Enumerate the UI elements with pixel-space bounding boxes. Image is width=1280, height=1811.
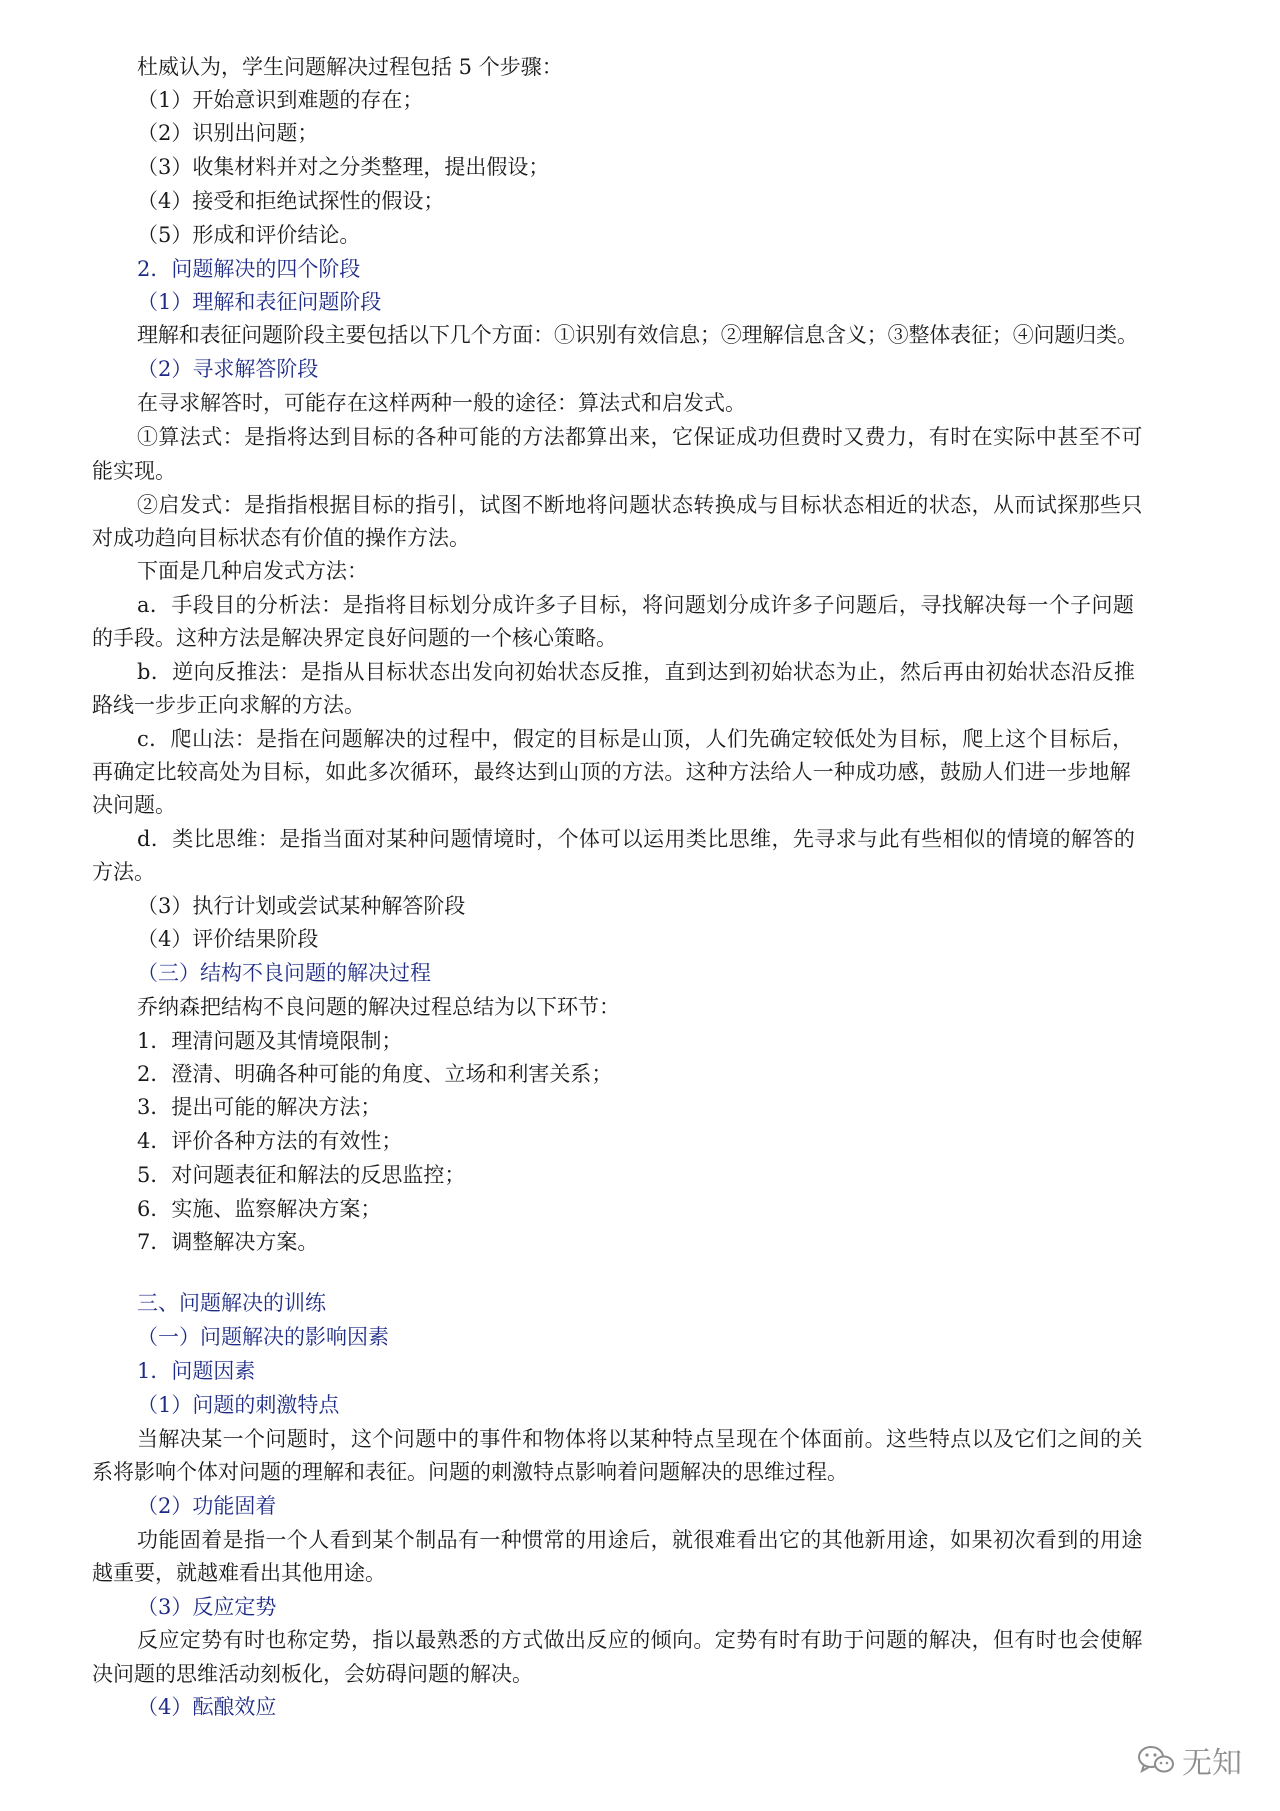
- section-heading: （一）问题解决的影响因素: [137, 1325, 389, 1349]
- text-line: （2）识别出问题；: [137, 121, 319, 145]
- text-line: 乔纳森把结构不良问题的解决过程总结为以下环节：: [137, 995, 620, 1019]
- text-line: 下面是几种启发式方法：: [137, 559, 368, 583]
- text-line: 在寻求解答时，可能存在这样两种一般的途径：算法式和启发式。: [137, 391, 746, 415]
- watermark: [1136, 1738, 1242, 1782]
- text-line: 杜威认为，学生问题解决过程包括 5 个步骤：: [137, 55, 563, 79]
- text-line: 当解决某一个问题时，这个问题中的事件和物体将以某种特点呈现在个体面前。这些特点以及它们之间的关: [137, 1427, 1143, 1451]
- text-line: 决问题的思维活动刻板化，会妨碍问题的解决。: [92, 1662, 533, 1686]
- text-line: 方法。: [92, 860, 155, 884]
- section-heading: （1）理解和表征问题阶段: [137, 290, 382, 314]
- text-line: 2．澄清、明确各种可能的角度、立场和利害关系；: [137, 1062, 613, 1086]
- text-line: （5）形成和评价结论。: [137, 223, 361, 247]
- watermark-text: 无知: [1182, 1746, 1242, 1781]
- text-line: d．类比思维：是指当面对某种问题情境时，个体可以运用类比思维，先寻求与此有些相似的情境的解答的: [137, 827, 1136, 851]
- section-heading: （4）酝酿效应: [137, 1695, 277, 1719]
- text-line: （4）接受和拒绝试探性的假设；: [137, 189, 445, 213]
- text-line: 对成功趋向目标状态有价值的操作方法。: [92, 526, 470, 550]
- section-heading: （2）寻求解答阶段: [137, 357, 319, 381]
- text-line: 4．评价各种方法的有效性；: [137, 1129, 403, 1153]
- text-line: b．逆向反推法：是指从目标状态出发向初始状态反推，直到达到初始状态为止，然后再由初始状态沿反推: [137, 660, 1136, 684]
- text-line: 能实现。: [92, 459, 176, 483]
- text-line: c．爬山法：是指在问题解决的过程中，假定的目标是山顶，人们先确定较低处为目标，爬上这个目标后，: [137, 727, 1134, 751]
- text-line: 理解和表征问题阶段主要包括以下几个方面：①识别有效信息；②理解信息含义；③整体表征；④问题归类。: [137, 323, 1138, 347]
- text-line: 功能固着是指一个人看到某个制品有一种惯常的用途后，就很难看出它的其他新用途，如果初次看到的用途: [137, 1528, 1143, 1552]
- text-line: 系将影响个体对问题的理解和表征。问题的刺激特点影响着问题解决的思维过程。: [92, 1460, 848, 1484]
- text-line: 5．对问题表征和解法的反思监控；: [137, 1163, 466, 1187]
- text-line: （3）收集材料并对之分类整理，提出假设；: [137, 155, 550, 179]
- text-line: 3．提出可能的解决方法；: [137, 1095, 382, 1119]
- text-line: 7．调整解决方案。: [137, 1230, 319, 1254]
- text-line: （3）执行计划或尝试某种解答阶段: [137, 894, 466, 918]
- text-line: a．手段目的分析法：是指将目标划分成许多子目标，将问题划分成许多子问题后，寻找解决每一个子问题: [137, 593, 1135, 617]
- text-line: 反应定势有时也称定势，指以最熟悉的方式做出反应的倾向。定势有时有助于问题的解决，但有时也会使解: [137, 1628, 1143, 1652]
- section-heading: （三）结构不良问题的解决过程: [137, 961, 431, 985]
- wechat-icon: [1136, 1743, 1176, 1777]
- text-line: 1．理清问题及其情境限制；: [137, 1029, 403, 1053]
- text-line: 路线一步步正向求解的方法。: [92, 693, 365, 717]
- text-line: ①算法式：是指将达到目标的各种可能的方法都算出来，它保证成功但费时又费力，有时在实际中甚至不可: [137, 425, 1143, 449]
- text-line: 的手段。这种方法是解决界定良好问题的一个核心策略。: [92, 626, 617, 650]
- section-heading: （2）功能固着: [137, 1494, 277, 1518]
- section-heading: 2．问题解决的四个阶段: [137, 257, 361, 281]
- section-heading: （1）问题的刺激特点: [137, 1393, 340, 1417]
- text-line: 6．实施、监察解决方案；: [137, 1197, 382, 1221]
- text-line: （4）评价结果阶段: [137, 927, 319, 951]
- text-line: 决问题。: [92, 793, 176, 817]
- section-heading: 1．问题因素: [137, 1359, 256, 1383]
- text-line: 再确定比较高处为目标，如此多次循环，最终达到山顶的方法。这种方法给人一种成功感，鼓励人们进一步地解: [92, 760, 1131, 784]
- section-heading: 三、问题解决的训练: [137, 1291, 326, 1315]
- text-line: （1）开始意识到难题的存在；: [137, 88, 424, 112]
- section-heading: （3）反应定势: [137, 1595, 277, 1619]
- text-line: ②启发式：是指指根据目标的指引，试图不断地将问题状态转换成与目标状态相近的状态，从而试探那些只: [137, 493, 1143, 517]
- text-line: 越重要，就越难看出其他用途。: [92, 1561, 386, 1585]
